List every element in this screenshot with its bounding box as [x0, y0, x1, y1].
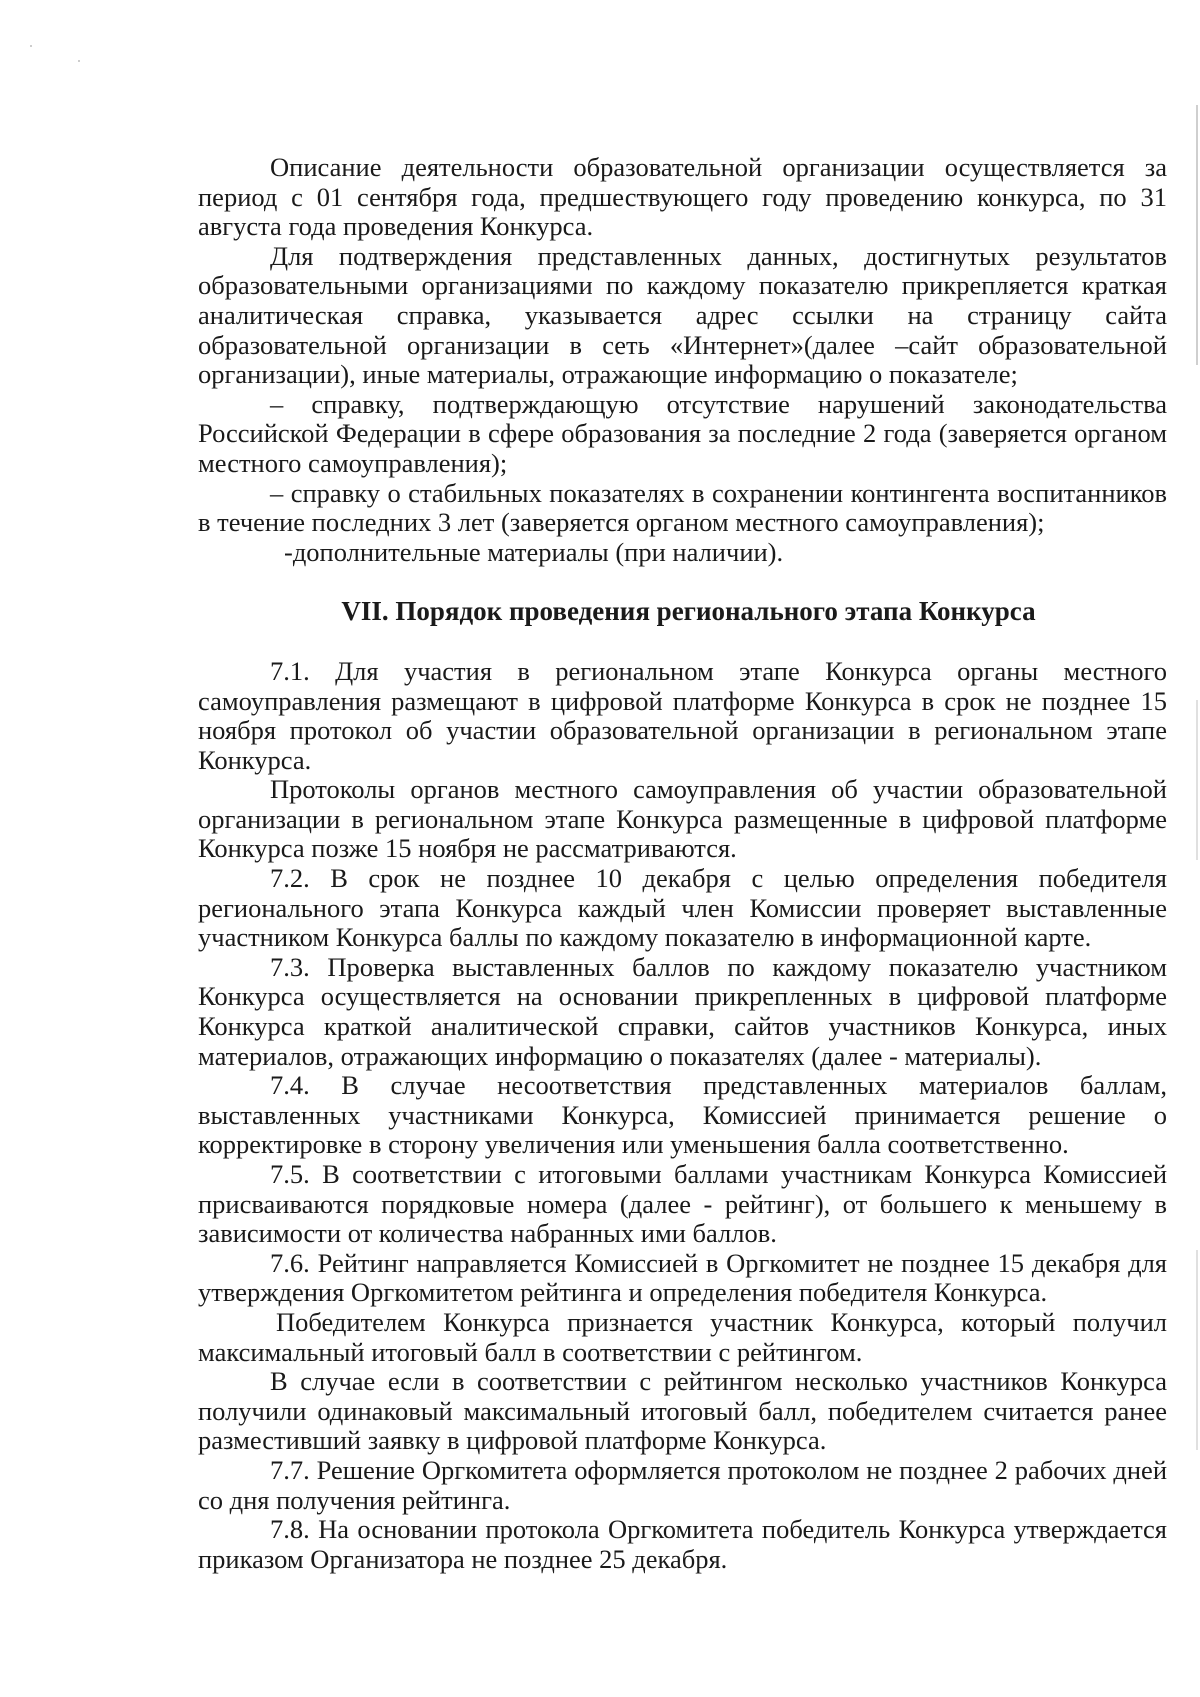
- clause-7-1: 7.1. Для участия в региональном этапе Конкурса органы местного самоуправления размещают в цифровой платформе Конкурса в срок не позднее 15 ноября протокол об участии образовательной организации в региональном этапе Конкурса.: [198, 655, 1167, 775]
- clause-7-5: 7.5. В соответствии с итоговыми баллами участникам Конкурса Комиссией присваиваются порядковые номера (далее - рейтинг), от большего к меньшему в зависимости от количества набранных ими баллов.: [198, 1159, 1167, 1249]
- clause-7-1-protocols: Протоколы органов местного самоуправления об участии образовательной организации в региональном этапе Конкурса размещенные в цифровой платформе Конкурса позже 15 ноября не рассматриваются.: [198, 774, 1167, 864]
- list-item-contingent-certificate: – справку о стабильных показателях в сохранении контингента воспитанников в течение последних 3 лет (заверяется органом местного самоуправления);: [198, 477, 1167, 538]
- paragraph-period-description: Описание деятельности образовательной организации осуществляется за период с 01 сентября года, предшествующего году проведению конкурса, по 31 августа года проведения Конкурса.: [198, 152, 1167, 242]
- clause-7-2: 7.2. В срок не позднее 10 декабря с целью определения победителя регионального этапа Конкурса каждый член Комиссии проверяет выставленные участником Конкурса баллы по каждому показателю в информационной карте.: [198, 863, 1167, 953]
- scan-edge-line: [1196, 1250, 1198, 1450]
- scan-edge-line: [1196, 105, 1198, 365]
- list-item-additional-materials: -дополнительные материалы (при наличии).: [284, 536, 784, 567]
- section-heading: VII. Порядок проведения регионального этапа Конкурса: [341, 596, 1036, 627]
- clause-7-3: 7.3. Проверка выставленных баллов по каждому показателю участником Конкурса осуществляется на основании прикрепленных в цифровой платформе Конкурса краткой аналитической справки, сайтов участников Конкурса, иных материалов, отражающих информацию о показателях (далее - материалы).: [198, 951, 1167, 1071]
- scan-edge-line: [1196, 700, 1198, 860]
- clause-7-7: 7.7. Решение Оргкомитета оформляется протоколом не позднее 2 рабочих дней со дня получения рейтинга.: [198, 1454, 1167, 1515]
- scan-speck: [30, 45, 32, 47]
- scan-speck: [78, 60, 80, 62]
- clause-7-4: 7.4. В случае несоответствия представленных материалов баллам, выставленных участниками Конкурса, Комиссией принимается решение о корректировке в сторону увеличения или уменьшения балла соответственно.: [198, 1070, 1167, 1160]
- clause-7-6: 7.6. Рейтинг направляется Комиссией в Оргкомитет не позднее 15 декабря для утверждения Оргкомитетом рейтинга и определения победителя Конкурса.: [198, 1247, 1167, 1308]
- paragraph-data-confirmation: Для подтверждения представленных данных, достигнутых результатов образовательными организациями по каждому показателю прикрепляется краткая аналитическая справка, указывается адрес ссылки на страницу сайта образовательной организации в сеть «Интернет»(далее –сайт образовательной организации), иные материалы, отражающие информацию о показателе;: [198, 240, 1167, 390]
- clause-7-6-winner: Победителем Конкурса признается участник Конкурса, который получил максимальный итоговый балл в соответствии с рейтингом.: [198, 1306, 1167, 1367]
- clause-7-8: 7.8. На основании протокола Оргкомитета победитель Конкурса утверждается приказом Организатора не позднее 25 декабря.: [198, 1514, 1167, 1574]
- document-body: [198, 153, 1167, 1574]
- clause-7-6-tie: В случае если в соответствии с рейтингом несколько участников Конкурса получили одинаковый максимальный итоговый балл, победителем считается ранее разместивший заявку в цифровой платформе Конкурса.: [198, 1366, 1167, 1456]
- list-item-no-violations-certificate: – справку, подтверждающую отсутствие нарушений законодательства Российской Федерации в сфере образования за последние 2 года (заверяется органом местного самоуправления);: [198, 388, 1167, 478]
